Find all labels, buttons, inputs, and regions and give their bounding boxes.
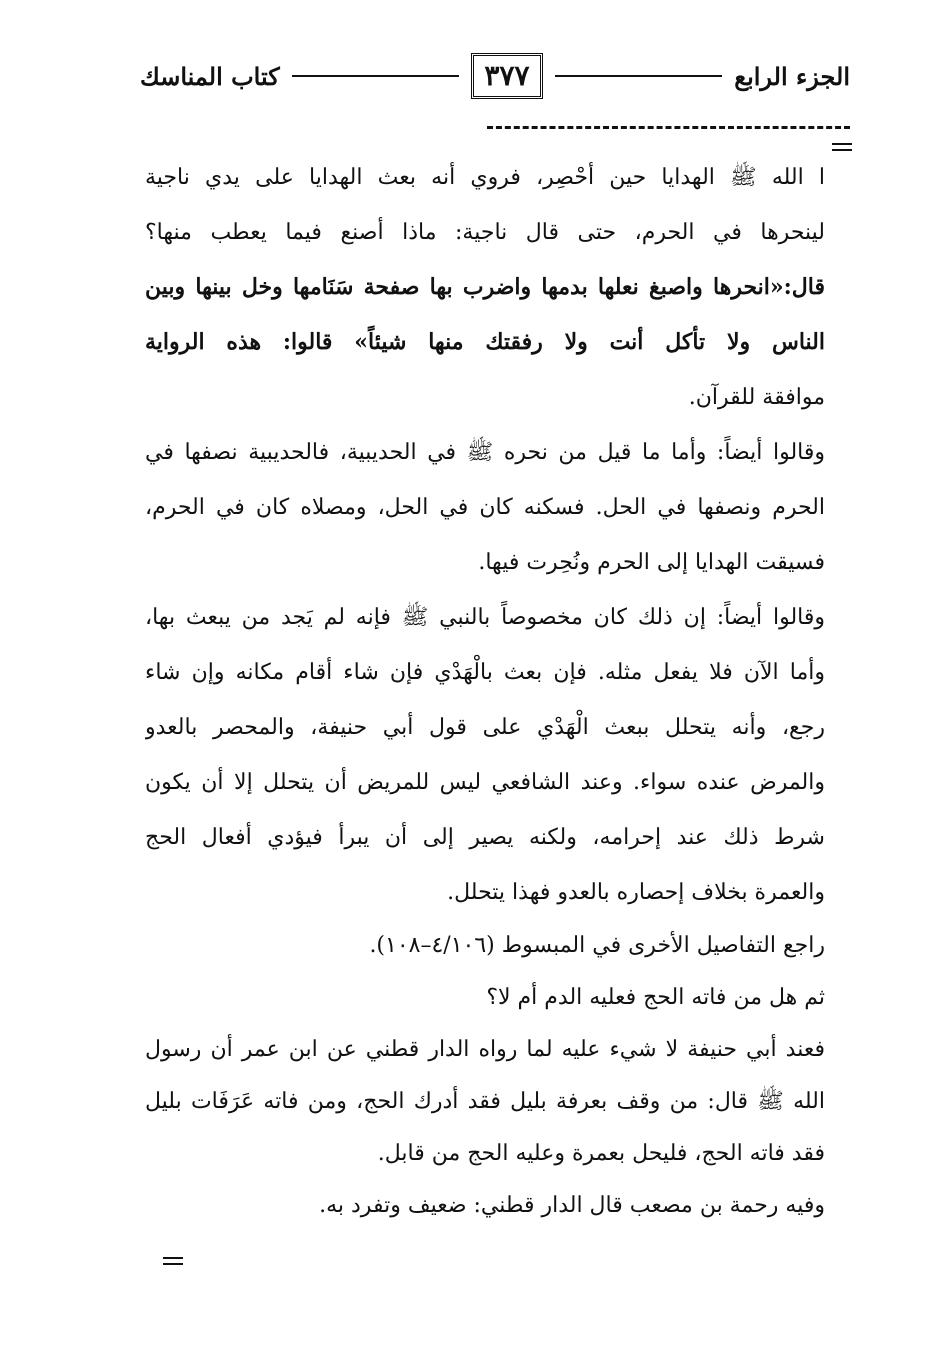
body-text	[145, 150, 825, 1232]
header-dashed-rule	[487, 126, 850, 129]
text-line: ثم هل من فاته الحج فعليه الدم أم لا؟	[486, 985, 825, 1010]
running-head-book: كتاب المناسك	[139, 61, 280, 91]
header-rule-right	[555, 75, 723, 77]
text-line: الحرم ونصفها في الحل. فسكنه كان في الحل، ومصلاه كان في الحرم،	[145, 495, 825, 520]
text-line: قال:«انحرها واصبغ نعلها بدمها واضرب بها صفحة سَنَامها وخل بينها وبين	[145, 274, 825, 300]
double-line-mark-top	[832, 143, 852, 151]
paragraph	[145, 1024, 825, 1232]
running-head-part: الجزء الرابع	[734, 61, 850, 91]
text-line: موافقة للقرآن.	[688, 385, 825, 410]
text-line: ا الله ﷺ الهدايا حين أحْصِر، فروي أنه بعث الهدايا على يدي ناجية	[145, 165, 825, 190]
text-line: وفيه رحمة بن مصعب قال الدار قطني: ضعيف وتفرد به.	[319, 1193, 825, 1218]
text-line: وأما الآن فلا يفعل مثله. فإن بعث بالْهَدْي فإن شاء أقام مكانه وإن شاء	[145, 660, 825, 685]
text-line: الله ﷺ قال: من وقف بعرفة بليل فقد أدرك الحج، ومن فاته عَرَفَات بليل	[145, 1089, 825, 1114]
text-line: وقالوا أيضاً: إن ذلك كان مخصوصاً بالنبي ﷺ فإنه لم يَجد من يبعث بها،	[145, 605, 825, 630]
text-line: فعند أبي حنيفة لا شيء عليه لما رواه الدار قطني عن ابن عمر أن رسول	[145, 1037, 825, 1062]
text-line: لينحرها في الحرم، حتى قال ناجية: ماذا أصنع فيما يعطب منها؟	[145, 220, 825, 245]
text-line: والمرض عنده سواء. وعند الشافعي ليس للمريض أن يتحلل إلا أن يكون	[145, 770, 825, 795]
text-line: فقد فاته الحج، فليحل بعمرة وعليه الحج من قابل.	[377, 1141, 825, 1166]
paragraph	[145, 425, 825, 590]
header-rule-left	[292, 75, 460, 77]
text-line: راجع التفاصيل الأخرى في المبسوط (٤/١٠٦–١٠٨).	[369, 933, 825, 958]
text-line: رجع، وأنه يتحلل ببعث الْهَدْي على قول أبي حنيفة، والمحصر بالعدو	[145, 715, 825, 740]
text-line: الناس ولا تأكل أنت ولا رفقتك منها شيئاً» قالوا: هذه الرواية	[145, 329, 825, 355]
text-line: والعمرة بخلاف إحصاره بالعدو فهذا يتحلل.	[447, 880, 825, 905]
paragraph	[145, 590, 825, 920]
page-header	[140, 52, 850, 100]
text-line: وقالوا أيضاً: وأما ما قيل من نحره ﷺ في الحديبية، فالحديبية نصفها في	[145, 440, 825, 465]
paragraph	[145, 150, 825, 425]
text-line: شرط ذلك عند إحرامه، ولكنه يصير إلى أن يبرأ فيؤدي أفعال الحج	[145, 825, 825, 850]
page-number: ٣٧٧	[471, 53, 542, 99]
double-line-mark-bottom	[163, 1257, 183, 1265]
text-line: فسيقت الهدايا إلى الحرم ونُحِرت فيها.	[478, 550, 825, 575]
paragraph	[145, 920, 825, 1024]
